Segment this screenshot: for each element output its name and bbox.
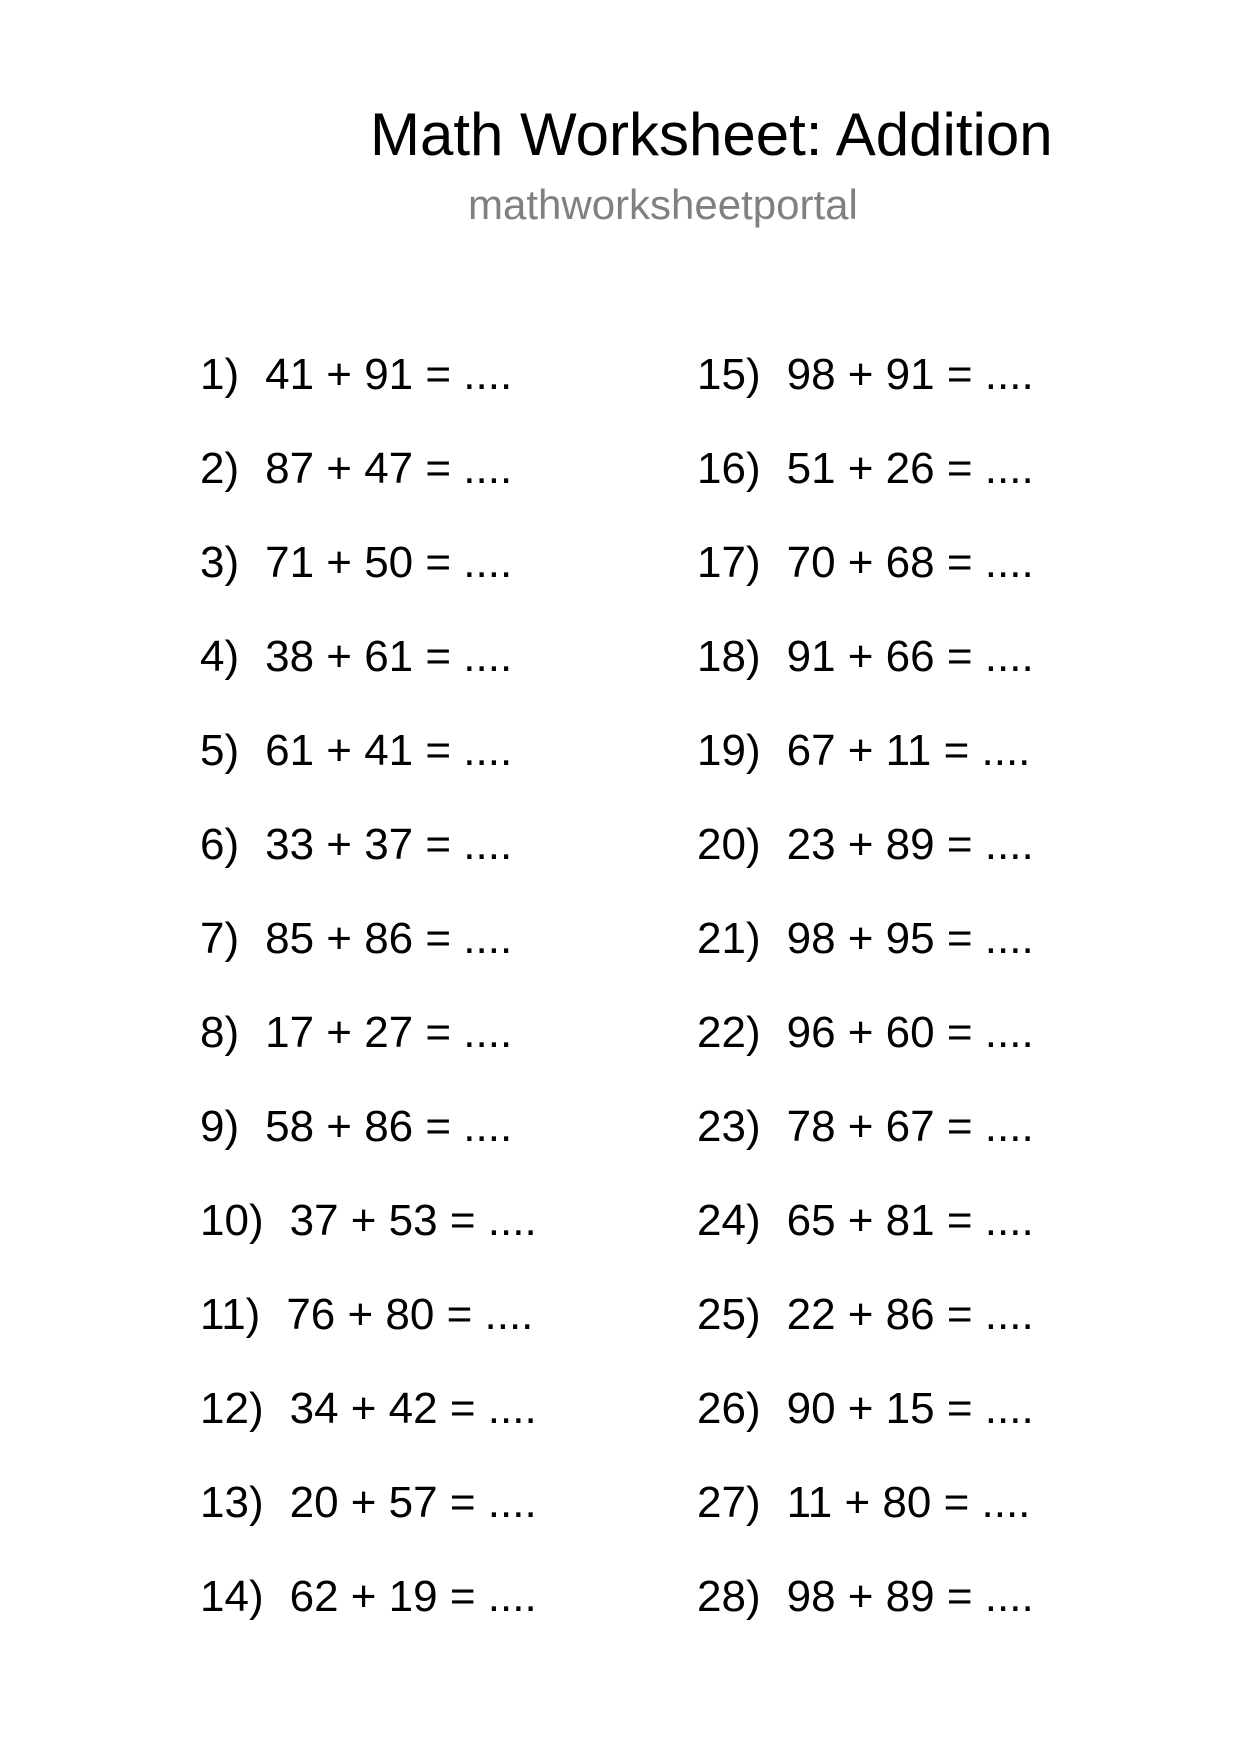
- problem-number: 3): [200, 538, 240, 587]
- problem-expression: 62 + 19 = ....: [289, 1572, 537, 1621]
- problem-item: [200, 1473, 537, 1533]
- problem-number: 28): [697, 1572, 761, 1621]
- problem-expression: 70 + 68 = ....: [786, 538, 1034, 587]
- problem-number: 19): [697, 726, 761, 775]
- problem-number: 8): [200, 1008, 240, 1057]
- problem-item: [697, 1003, 1034, 1063]
- problem-item: [200, 1003, 512, 1063]
- problem-number: 6): [200, 820, 240, 869]
- problem-expression: 78 + 67 = ....: [786, 1102, 1034, 1151]
- problem-expression: 22 + 86 = ....: [786, 1290, 1034, 1339]
- problem-expression: 20 + 57 = ....: [289, 1478, 537, 1527]
- problem-number: 24): [697, 1196, 761, 1245]
- problem-item: [697, 1567, 1034, 1627]
- problem-item: [200, 815, 512, 875]
- problem-item: [200, 345, 512, 405]
- problem-expression: 37 + 53 = ....: [289, 1196, 537, 1245]
- problem-expression: 61 + 41 = ....: [265, 726, 513, 775]
- problem-expression: 41 + 91 = ....: [265, 350, 513, 399]
- problem-expression: 11 + 80 = ....: [786, 1478, 1031, 1527]
- problem-item: [200, 1191, 537, 1251]
- problem-item: [200, 909, 512, 969]
- problem-item: [697, 1285, 1034, 1345]
- problem-number: 18): [697, 632, 761, 681]
- problem-number: 14): [200, 1572, 264, 1621]
- problem-expression: 67 + 11 = ....: [786, 726, 1031, 775]
- problem-number: 22): [697, 1008, 761, 1057]
- problem-expression: 33 + 37 = ....: [265, 820, 513, 869]
- problem-expression: 71 + 50 = ....: [265, 538, 513, 587]
- problem-number: 21): [697, 914, 761, 963]
- problem-item: [697, 815, 1034, 875]
- site-name: mathworksheetportal: [468, 181, 858, 228]
- problem-number: 23): [697, 1102, 761, 1151]
- problem-number: 2): [200, 444, 240, 493]
- problem-number: 5): [200, 726, 240, 775]
- problem-expression: 65 + 81 = ....: [786, 1196, 1034, 1245]
- problem-number: 4): [200, 632, 240, 681]
- problem-number: 20): [697, 820, 761, 869]
- page-title: Math Worksheet: Addition: [370, 101, 1053, 168]
- problem-item: [697, 439, 1034, 499]
- problem-expression: 98 + 95 = ....: [786, 914, 1034, 963]
- problem-item: [200, 627, 512, 687]
- problem-item: [697, 1097, 1034, 1157]
- problem-number: 10): [200, 1196, 264, 1245]
- problem-number: 25): [697, 1290, 761, 1339]
- problem-number: 17): [697, 538, 761, 587]
- problem-item: [697, 721, 1030, 781]
- problem-expression: 76 + 80 = ....: [286, 1290, 534, 1339]
- problem-item: [697, 1379, 1034, 1439]
- problem-number: 13): [200, 1478, 264, 1527]
- problem-number: 15): [697, 350, 761, 399]
- problem-expression: 38 + 61 = ....: [265, 632, 513, 681]
- problem-item: [200, 1097, 512, 1157]
- problem-number: 7): [200, 914, 240, 963]
- problem-item: [697, 627, 1034, 687]
- problem-number: 12): [200, 1384, 264, 1433]
- problem-expression: 98 + 89 = ....: [786, 1572, 1034, 1621]
- problem-number: 27): [697, 1478, 761, 1527]
- problem-expression: 91 + 66 = ....: [786, 632, 1034, 681]
- problem-expression: 87 + 47 = ....: [265, 444, 513, 493]
- problem-expression: 23 + 89 = ....: [786, 820, 1034, 869]
- problem-number: 1): [200, 350, 240, 399]
- problem-item: [697, 533, 1034, 593]
- problem-number: 16): [697, 444, 761, 493]
- problem-item: [200, 439, 512, 499]
- problem-expression: 51 + 26 = ....: [786, 444, 1034, 493]
- problem-item: [200, 1285, 533, 1345]
- problem-expression: 85 + 86 = ....: [265, 914, 513, 963]
- problem-expression: 90 + 15 = ....: [786, 1384, 1034, 1433]
- problem-item: [697, 909, 1034, 969]
- problem-expression: 17 + 27 = ....: [265, 1008, 513, 1057]
- problem-item: [697, 1473, 1030, 1533]
- problem-item: [200, 533, 512, 593]
- problem-expression: 34 + 42 = ....: [289, 1384, 537, 1433]
- problem-item: [200, 721, 512, 781]
- problem-item: [697, 1191, 1034, 1251]
- problem-number: 26): [697, 1384, 761, 1433]
- problem-item: [200, 1567, 537, 1627]
- problem-number: 11): [200, 1290, 261, 1339]
- problem-expression: 58 + 86 = ....: [265, 1102, 513, 1151]
- problem-item: [200, 1379, 537, 1439]
- problem-expression: 98 + 91 = ....: [786, 350, 1034, 399]
- problem-item: [697, 345, 1034, 405]
- problem-expression: 96 + 60 = ....: [786, 1008, 1034, 1057]
- problem-number: 9): [200, 1102, 240, 1151]
